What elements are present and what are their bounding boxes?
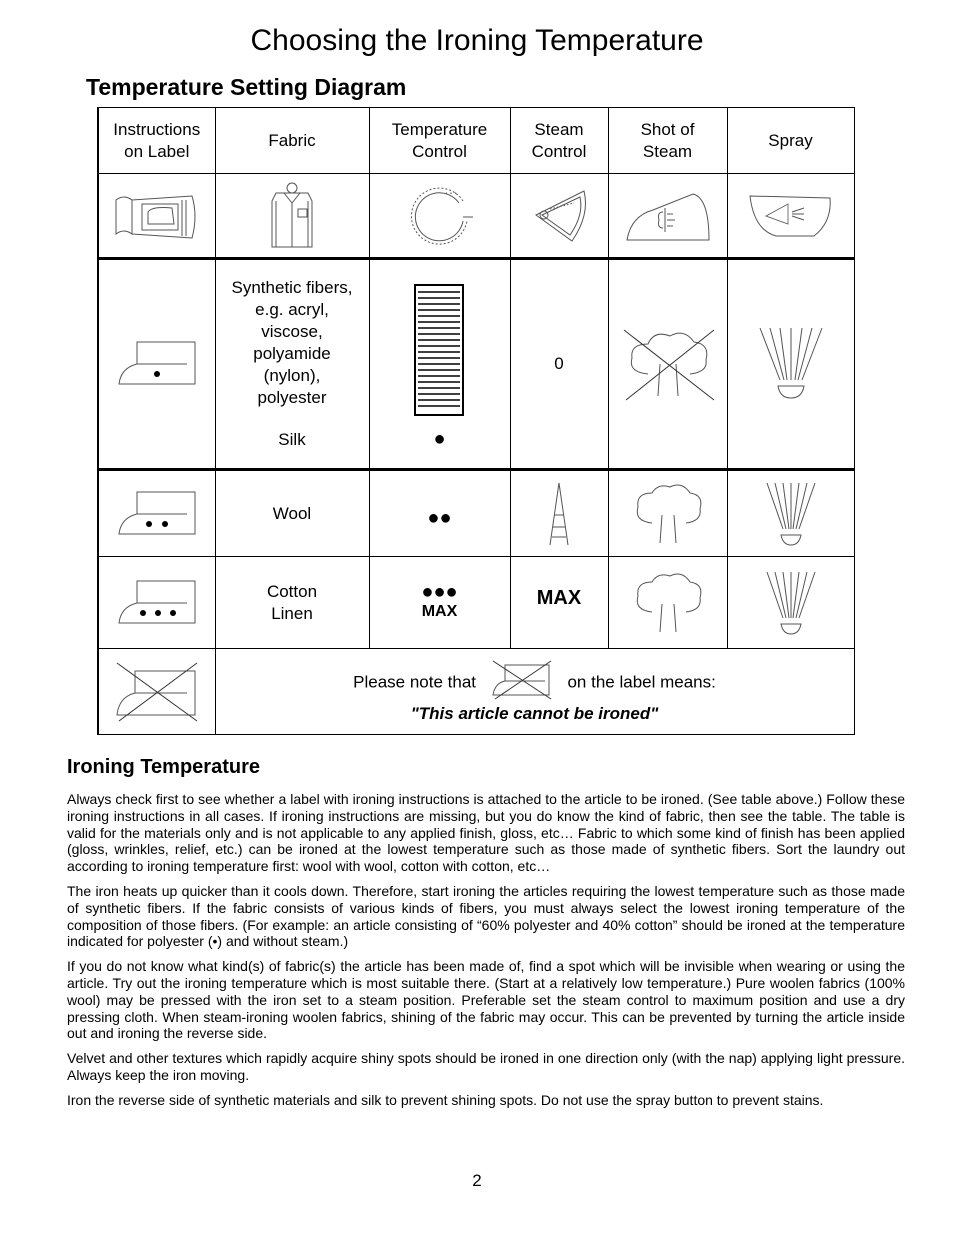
- temperature-one-dot: ●: [433, 428, 446, 450]
- temperature-max: MAX: [421, 602, 458, 620]
- paragraph: The iron heats up quicker than it cools down. Therefore, start ironing the articles requiring the lowest temperature such as those made of synthetic fibers. If the fabric consists of various kinds of fibers, you must always select the lowest ironing temperature of the composition of those fibers. (For example: an article consisting of “60% polyester and 40% cotton” should be ironed at the temperature indicated for polyester (•) and without steam.): [67, 882, 905, 950]
- fabric-silk: Silk: [278, 430, 306, 449]
- steam-max: MAX: [536, 587, 582, 609]
- steam-zero: 0: [510, 259, 608, 470]
- fabric-synthetic-cell: [215, 259, 369, 470]
- note-emphasis: "This article cannot be ironed": [410, 703, 659, 723]
- label-two-dots-icon: [98, 470, 215, 557]
- note-prefix: Please note that: [353, 671, 476, 691]
- spray-allowed-icon: [727, 259, 854, 470]
- fabric-synthetic: Synthetic fibers, e.g. acryl, viscose, polyamide (nylon), polyester: [231, 278, 353, 407]
- spray-wool-icon: [727, 470, 854, 557]
- temperature-synthetic-cell: [369, 259, 510, 470]
- do-not-iron-note: [215, 649, 854, 735]
- temperature-cotton-cell: [369, 557, 510, 649]
- header-steam: Steam Control: [510, 108, 608, 174]
- note-suffix: on the label means:: [567, 671, 716, 691]
- header-instructions: Instructions on Label: [98, 108, 215, 174]
- icon-row: [98, 174, 854, 259]
- row-wool: [98, 470, 854, 557]
- temperature-scale-icon: [414, 284, 466, 418]
- do-not-iron-icon: [98, 649, 215, 735]
- section-title: Temperature Setting Diagram: [86, 74, 407, 100]
- shirt-icon: [215, 174, 369, 259]
- ironing-title: Ironing Temperature: [67, 756, 260, 778]
- fabric-cotton: Cotton: [266, 581, 318, 601]
- fabric-wool: Wool: [215, 470, 369, 557]
- do-not-iron-small-icon: [491, 659, 553, 707]
- row-do-not-iron: [98, 649, 854, 735]
- paragraph: If you do not know what kind(s) of fabric(s) the article has been made of, find a spot which will be invisible when wearing or using the article. Try out the ironing temperature which is most suitable there. (Start at a relatively low temperature.) Pure woolen fabrics (100% wool) may be pressed with the iron set to a steam position. Preferable set the steam control to maximum position and use a dry pressing cloth. When steam-ironing woolen fabrics, shining of the fabric may occur. This can be prevented by turning the article inside out and ironing the reverse side.: [67, 958, 905, 1042]
- no-shot-of-steam-icon: [608, 259, 727, 470]
- header-temperature: Temperature Control: [369, 108, 510, 174]
- steam-level-icon: [510, 470, 608, 557]
- paragraph: Always check first to see whether a label with ironing instructions is attached to the article to be ironed. (See table above.) Follow these ironing instructions in all cases. If ironing instructions are missing, but you do know the kind of fabric, then see the table. The table is valid for the materials only and is not applicable to any applied finish, gloss, etc… Fabric to which some kind of finish has been applied (gloss, wrinkles, relief, etc.) can be ironed at the lowest temperature such as those made of synthetic fibers. Sort the laundry out according to ironing temperature first: wool with wool, cotton with cotton, etc…: [67, 791, 905, 875]
- temperature-two-dots: ●●: [427, 506, 452, 529]
- header-fabric: Fabric: [215, 108, 369, 174]
- temperature-setting-table: [97, 107, 855, 735]
- fabric-cotton-cell: [215, 557, 369, 649]
- label-icon: [98, 174, 215, 259]
- page-title: Choosing the Ironing Temperature: [250, 24, 704, 57]
- header-shot: Shot of Steam: [608, 108, 727, 174]
- steam-max-cell: [510, 557, 608, 649]
- label-three-dots-icon: [98, 557, 215, 649]
- row-synthetic: [98, 259, 854, 470]
- shot-of-steam-icon: [608, 174, 727, 259]
- fabric-linen: Linen: [271, 603, 313, 623]
- row-cotton: [98, 557, 854, 649]
- paragraph: Iron the reverse side of synthetic materials and silk to prevent shining spots. Do not use the spray button to prevent stains.: [67, 1091, 824, 1108]
- note-line: [216, 659, 854, 707]
- header-spray: Spray: [727, 108, 854, 174]
- temperature-wool-cell: [369, 470, 510, 557]
- temperature-three-dots: ●●●: [421, 580, 458, 603]
- shot-of-steam-wool-icon: [608, 470, 727, 557]
- spray-icon: [727, 174, 854, 259]
- spray-cotton-icon: [727, 557, 854, 649]
- svg-text:• • •: • • •: [444, 190, 457, 197]
- header-row: [98, 108, 854, 174]
- paragraph: Velvet and other textures which rapidly acquire shiny spots should be ironed in one direction only (with the nap) applying light pressure. Always keep the iron moving.: [67, 1050, 905, 1083]
- label-one-dot-icon: [98, 259, 215, 470]
- steam-control-icon: [510, 174, 608, 259]
- page-number: 2: [472, 1171, 482, 1190]
- shot-of-steam-cotton-icon: [608, 557, 727, 649]
- ironing-body: [67, 791, 905, 1117]
- temperature-dial-icon: [369, 174, 510, 259]
